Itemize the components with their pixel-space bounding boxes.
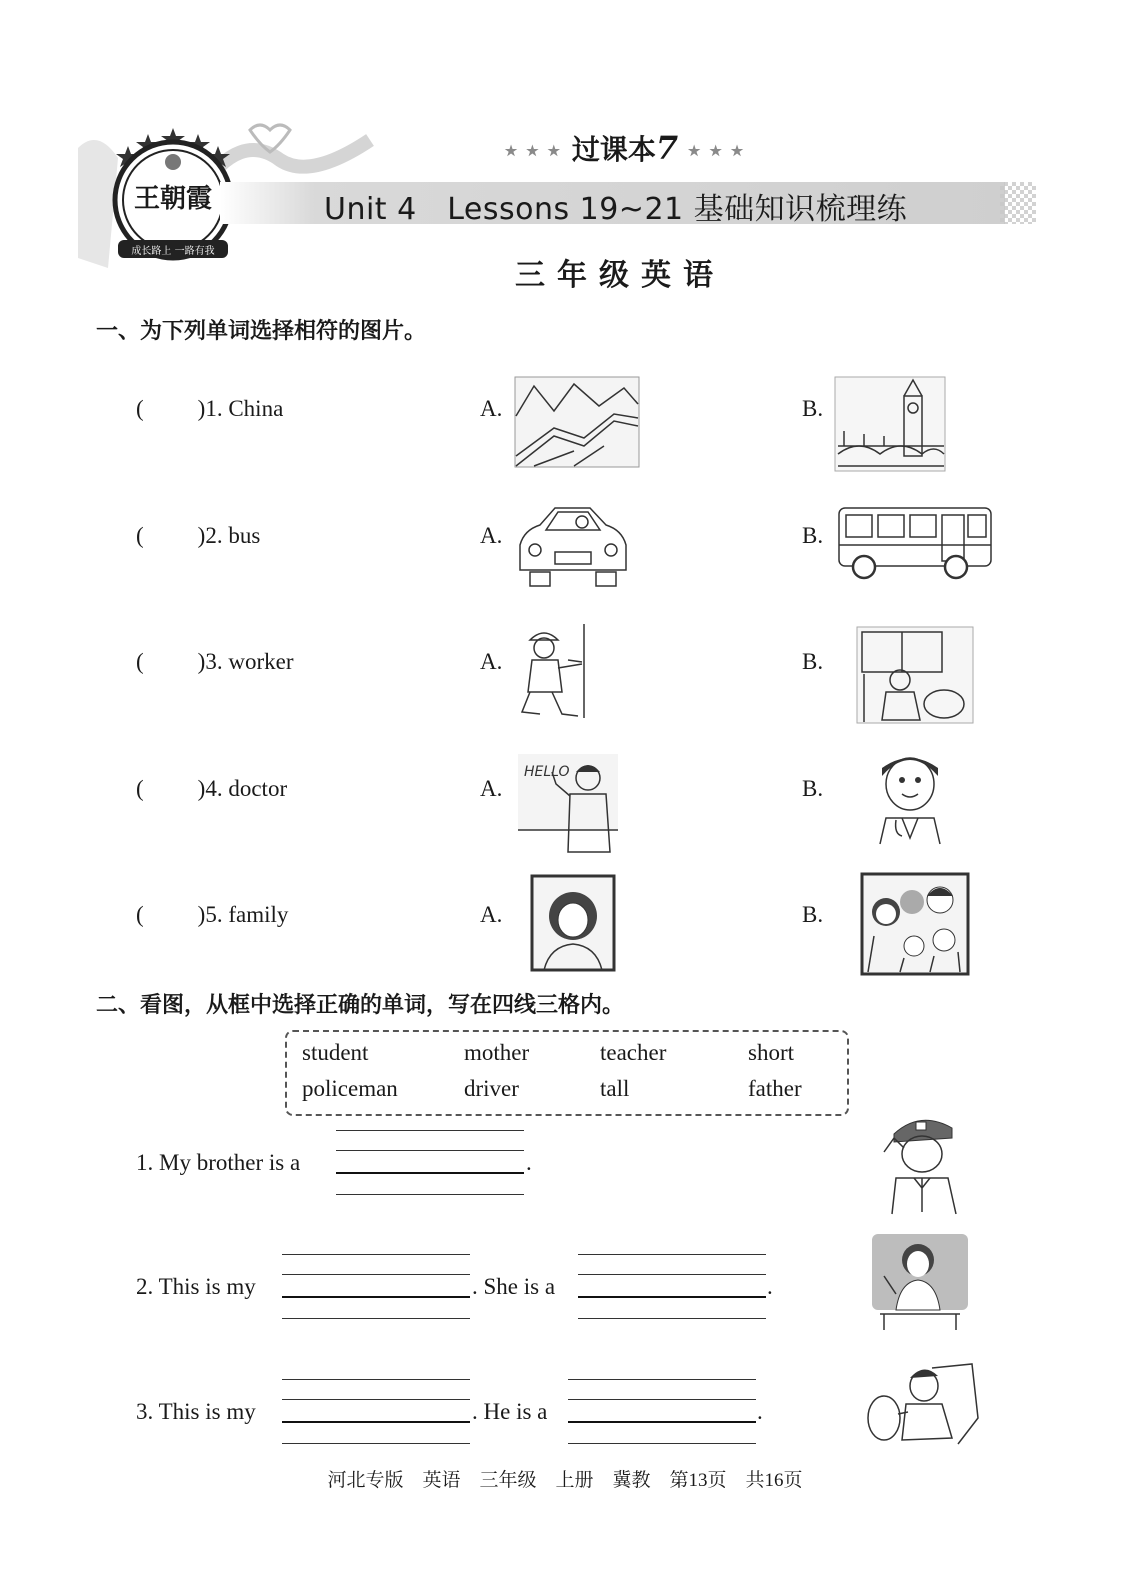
subject-title: 三年级英语 <box>515 258 725 293</box>
answer-bracket-open[interactable]: ( <box>136 396 144 421</box>
four-line-writing-box[interactable] <box>336 1130 524 1196</box>
answer-bracket-open[interactable]: ( <box>136 776 144 801</box>
word-bank-item: policeman <box>302 1076 398 1101</box>
logo-slogan: 成长路上 一路有我 <box>131 246 215 257</box>
option-b-label[interactable]: B. <box>802 902 824 927</box>
word-bank-item: short <box>748 1040 794 1065</box>
logo-text: 王朝霞 <box>133 184 212 214</box>
family-photo-picture[interactable] <box>860 872 970 976</box>
star-icon: ★ ★ ★ <box>504 143 563 160</box>
answer-bracket-open[interactable]: ( <box>136 902 144 927</box>
mother-teacher-picture[interactable] <box>870 1232 970 1332</box>
word-bank-item: student <box>302 1040 369 1065</box>
sentence-2-middle: . She is a <box>472 1274 556 1299</box>
option-a-label[interactable]: A. <box>480 649 503 674</box>
great-wall-picture[interactable] <box>514 376 640 468</box>
star-icon: ★ ★ ★ <box>687 143 746 160</box>
sentence-3-end: . <box>757 1399 763 1424</box>
question-3 <box>136 649 293 675</box>
question-word: 1. China <box>205 396 284 421</box>
question-word: 5. family <box>205 902 289 927</box>
checker-decoration <box>1000 182 1036 224</box>
four-line-writing-box[interactable] <box>282 1379 470 1445</box>
question-word: 3. worker <box>205 649 294 674</box>
big-ben-picture[interactable] <box>834 376 946 472</box>
book-tag-number: 7 <box>655 129 679 167</box>
doctor-picture[interactable] <box>872 748 948 846</box>
policeman-picture[interactable] <box>874 1108 966 1216</box>
answer-bracket-open[interactable]: ( <box>136 649 144 674</box>
question-word: 4. doctor <box>205 776 288 801</box>
car-picture[interactable] <box>510 500 634 590</box>
bus-picture[interactable] <box>836 503 996 581</box>
option-b-label[interactable]: B. <box>802 396 824 421</box>
section2-heading: 二、看图，从框中选择正确的单词，写在四线三格内。 <box>96 992 625 1018</box>
page-footer: 河北专版 英语 三年级 上册 冀教 第13页 共16页 <box>327 1470 803 1491</box>
option-a-label[interactable]: A. <box>480 523 503 548</box>
answer-bracket-close: ) <box>197 523 206 548</box>
portrait-picture[interactable] <box>530 874 616 972</box>
sentence-2-text: 2. This is my <box>136 1274 256 1299</box>
sentence-1-end: . <box>526 1150 532 1175</box>
answer-bracket-close: ) <box>197 902 206 927</box>
word-bank-item: teacher <box>600 1040 667 1065</box>
answer-bracket-open[interactable]: ( <box>136 523 144 548</box>
word-bank-item: father <box>748 1076 802 1101</box>
sentence-3-middle: . He is a <box>472 1399 548 1424</box>
word-bank-item: tall <box>600 1076 630 1101</box>
driver-picture[interactable] <box>856 626 974 724</box>
sentence-2-end: . <box>767 1274 773 1299</box>
option-a-label[interactable]: A. <box>480 902 503 927</box>
answer-bracket-close: ) <box>197 776 206 801</box>
book-tag <box>500 128 750 168</box>
question-word: 2. bus <box>205 523 261 548</box>
four-line-writing-box[interactable] <box>282 1254 470 1320</box>
four-line-writing-box[interactable] <box>568 1379 756 1445</box>
svg-text:HELLO: HELLO <box>524 764 570 780</box>
word-bank-item: driver <box>464 1076 519 1101</box>
sentence-1-text: 1. My brother is a <box>136 1150 301 1175</box>
four-line-writing-box[interactable] <box>578 1254 766 1320</box>
word-bank-item: mother <box>464 1040 530 1065</box>
teacher-picture[interactable] <box>518 754 618 854</box>
sentence-3-text: 3. This is my <box>136 1399 256 1424</box>
question-1 <box>136 396 283 422</box>
question-4 <box>136 776 287 802</box>
option-a-label[interactable]: A. <box>480 776 503 801</box>
option-b-label[interactable]: B. <box>802 776 824 801</box>
father-driver-picture[interactable] <box>862 1358 982 1446</box>
answer-bracket-close: ) <box>197 396 206 421</box>
question-5 <box>136 902 288 928</box>
unit-title: Unit 4 Lessons 19~21 基础知识梳理练 <box>324 192 908 227</box>
option-b-label[interactable]: B. <box>802 523 824 548</box>
section1-heading: 一、为下列单词选择相符的图片。 <box>96 318 427 344</box>
worker-picture[interactable] <box>512 622 618 720</box>
book-tag-prefix: 过课本 <box>571 133 656 166</box>
option-b-label[interactable]: B. <box>802 649 824 674</box>
answer-bracket-close: ) <box>197 649 206 674</box>
option-a-label[interactable]: A. <box>480 396 503 421</box>
question-2 <box>136 523 260 549</box>
